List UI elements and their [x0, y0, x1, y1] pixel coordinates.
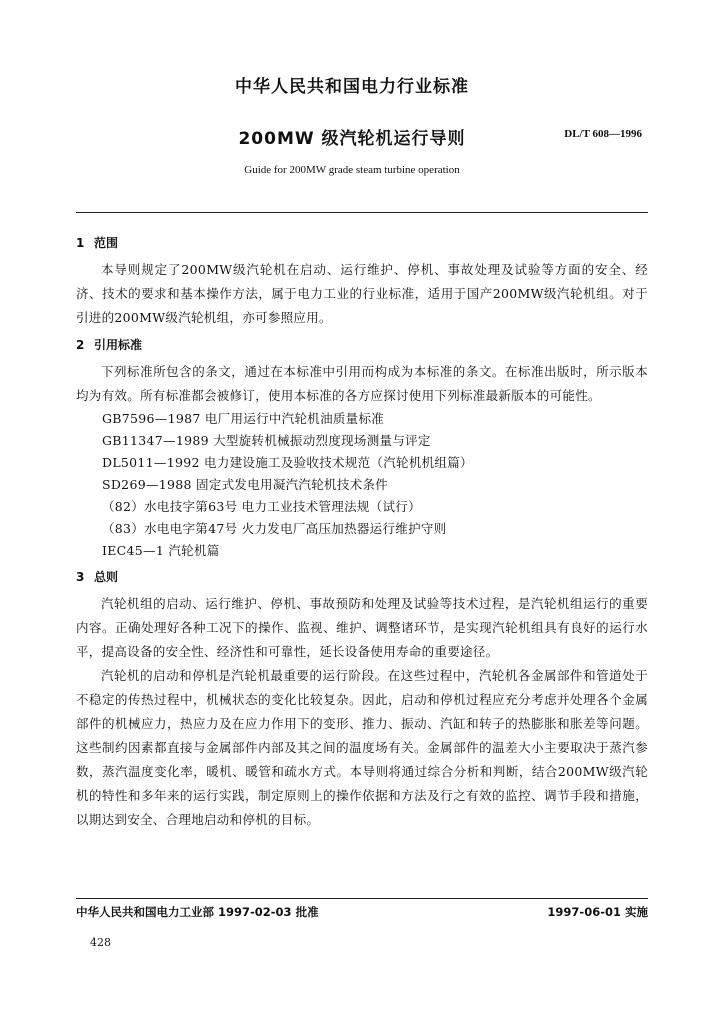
standard-code: DL/T 608—1996: [564, 128, 642, 140]
paragraph: 汽轮机组的启动、运行维护、停机、事故预防和处理及试验等技术过程，是汽轮机组运行的重要内容。正确处理好各种工况下的操作、监视、维护、调整诸环节，是实现汽轮机组具有良好的运行水平，提高设备的安全性、经济性和可靠性，延长设备使用寿命的重要途径。: [76, 596, 648, 659]
effective-date: 1997-06-01 实施: [547, 905, 648, 919]
paragraph: 下列标准所包含的条文，通过在本标准中引用而构成为本标准的条文。在标准出版时，所示版本均为有效。所有标准都会被修订，使用本标准的各方应探讨使用下列标准最新版本的可能性。: [76, 364, 648, 403]
footer-divider: [76, 898, 648, 899]
header-divider: [76, 212, 648, 213]
section-number: 2: [76, 338, 85, 352]
page-number: 428: [90, 936, 111, 949]
paragraph: 本导则规定了200MW级汽轮机在启动、运行维护、停机、事故处理及试验等方面的安全、经济、技术的要求和基本操作方法，属于电力工业的行业标准，适用于国产200MW级汽轮机组。对于引进的200MW级汽轮机组，亦可参照应用。: [76, 262, 648, 325]
standard-category: 中华人民共和国电力行业标准: [235, 77, 469, 97]
section-heading: [76, 566, 648, 588]
reference-item: GB7596—1987 电厂用运行中汽轮机油质量标准: [102, 411, 385, 426]
document-title: 200MW 级汽轮机运行导则: [238, 129, 466, 149]
reference-item: DL5011—1992 电力建设施工及验收技术规范（汽轮机机组篇）: [102, 455, 473, 470]
section-heading: [76, 232, 648, 254]
title-row: [0, 124, 704, 150]
reference-item: （83）水电电字第47号 火力发电厂高压加热器运行维护守则: [102, 521, 447, 536]
english-title: Guide for 200MW grade steam turbine operation: [244, 164, 460, 176]
reference-list: [76, 408, 648, 562]
reference-item: SD269—1988 固定式发电用凝汽汽轮机技术条件: [102, 477, 389, 492]
reference-item: IEC45—1 汽轮机篇: [102, 543, 220, 558]
section-title: 范围: [94, 236, 119, 250]
paragraph: 汽轮机的启动和停机是汽轮机最重要的运行阶段。在这些过程中，汽轮机各金属部件和管道处于不稳定的传热过程中，机械状态的变化比较复杂。因此，启动和停机过程应充分考虑并处理各个金属部件的机械应力，热应力及在应力作用下的变形、推力、振动、汽缸和转子的热膨胀和胀差等问题。这些制约因素都直接与金属部件内部及其之间的温度场有关。金属部件的温差大小主要取决于蒸汽参数，蒸汽温度变化率，暖机、暖管和疏水方式。本导则将通过综合分析和判断，结合200MW级汽轮机的特性和多年来的运行实践，制定原则上的操作依据和方法及行之有效的监控、调节手段和措施，以期达到安全、合理地启动和停机的目标。: [76, 668, 648, 827]
section-heading: [76, 334, 648, 356]
reference-item: GB11347—1989 大型旋转机械振动烈度现场测量与评定: [102, 433, 431, 448]
section-number: 3: [76, 570, 85, 584]
section-title: 总则: [94, 570, 119, 584]
document-body: [76, 228, 648, 832]
section-title: 引用标准: [94, 338, 143, 352]
reference-item: （82）水电技字第63号 电力工业技术管理法规（试行）: [102, 499, 421, 514]
approval-note: 中华人民共和国电力工业部 1997-02-03 批准: [76, 905, 319, 919]
section-number: 1: [76, 236, 85, 250]
